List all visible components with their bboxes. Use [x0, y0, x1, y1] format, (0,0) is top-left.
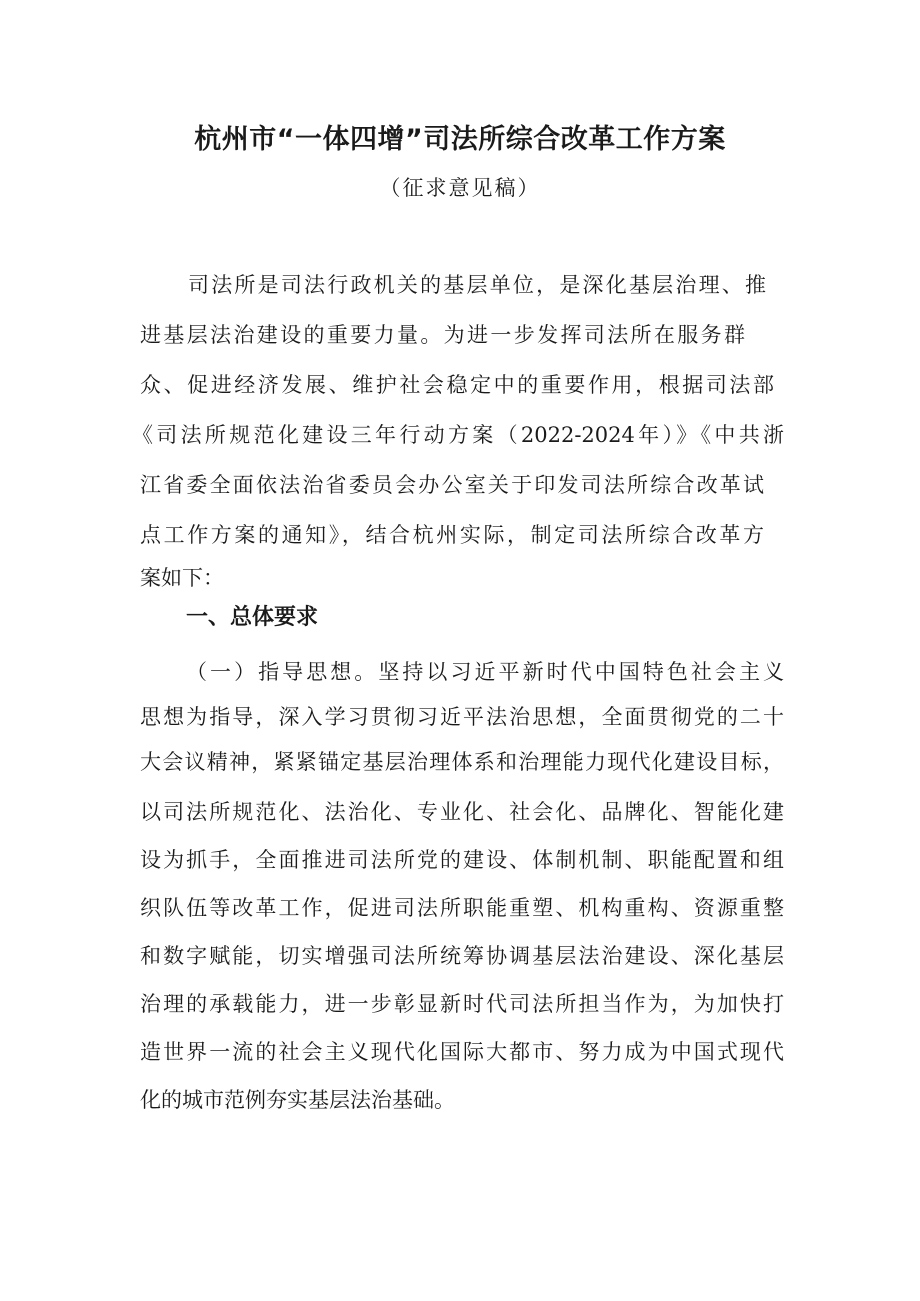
- intro-line: 《司法所规范化建设三年行动方案（2022-2024年）》《中共浙: [132, 423, 784, 447]
- document-subtitle: （征求意见稿）: [379, 176, 541, 200]
- guiding-line: 以司法所规范化、法治化、专业化、社会化、品牌化、智能化建: [140, 800, 784, 824]
- document-title: 杭州市“一体四增”司法所综合改革工作方案: [194, 124, 726, 155]
- guiding-line: 化的城市范例夯实基层法治基础。: [140, 1088, 455, 1112]
- guiding-line: 织队伍等改革工作，促进司法所职能重塑、机构重构、资源重整: [140, 896, 784, 920]
- guiding-line: 设为抓手，全面推进司法所党的建设、体制机制、职能配置和组: [140, 848, 784, 872]
- guiding-line: 和数字赋能，切实增强司法所统筹协调基层法治建设、深化基层: [140, 944, 784, 968]
- intro-line: 江省委全面依法治省委员会办公室关于印发司法所综合改革试: [140, 473, 764, 497]
- guiding-line: 治理的承载能力，进一步彰显新时代司法所担当作为，为加快打: [140, 992, 784, 1016]
- intro-line: 案如下：: [140, 566, 224, 590]
- guiding-line: 造世界一流的社会主义现代化国际大都市、努力成为中国式现代: [140, 1040, 784, 1064]
- guiding-line: 大会议精神，紧紧锚定基层治理体系和治理能力现代化建设目标，: [140, 750, 784, 774]
- guiding-line: （一）指导思想。坚持以习近平新时代中国特色社会主义: [186, 660, 784, 684]
- guiding-line: 思想为指导，深入学习贯彻习近平法治思想，全面贯彻党的二十: [140, 705, 784, 729]
- section-heading: 一、总体要求: [186, 605, 319, 630]
- intro-line: 众、促进经济发展、维护社会稳定中的重要作用，根据司法部: [140, 373, 774, 397]
- intro-line: 点工作方案的通知》，结合杭州实际，制定司法所综合改革方: [140, 523, 764, 547]
- intro-line: 司法所是司法行政机关的基层单位，是深化基层治理、推: [188, 273, 766, 297]
- intro-line: 进基层法治建设的重要力量。为进一步发挥司法所在服务群: [140, 323, 745, 347]
